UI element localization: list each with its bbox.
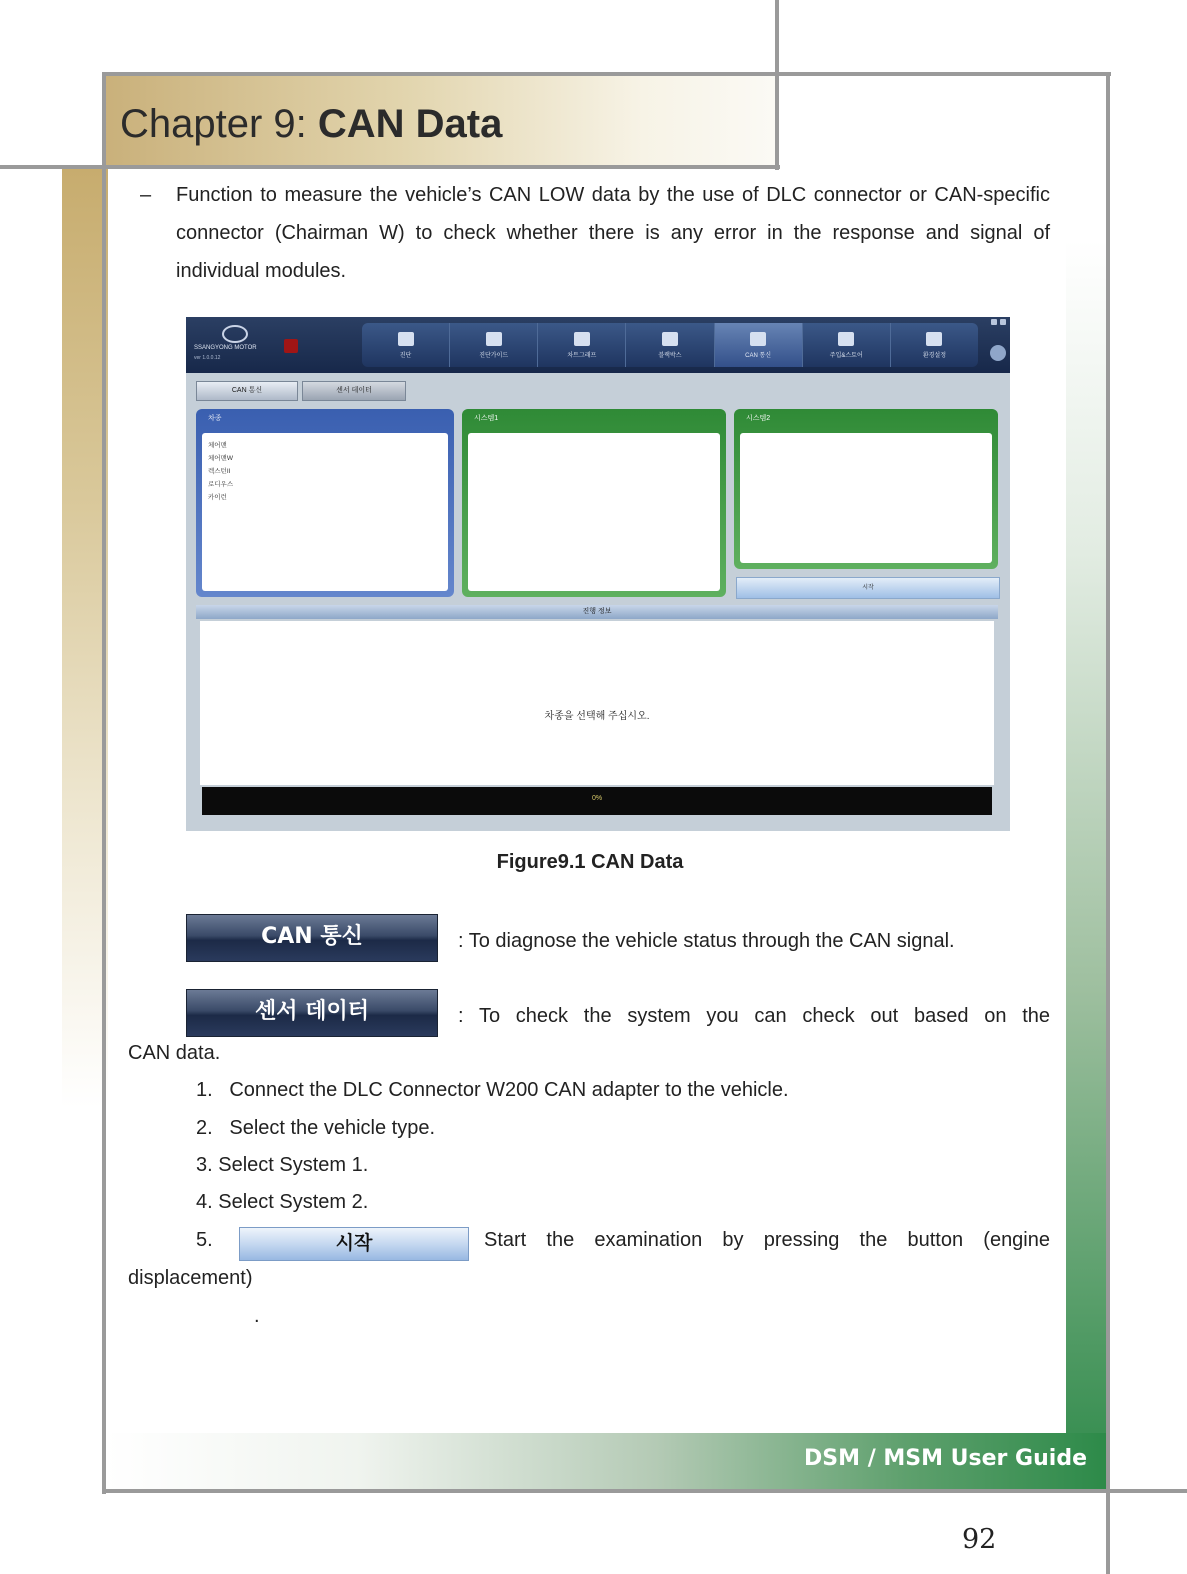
list-item[interactable]: 로디우스	[208, 481, 234, 488]
step-4: 4. Select System 2.	[196, 1191, 369, 1213]
page-number: 92	[962, 1524, 997, 1555]
step-5-line2: displacement)	[128, 1267, 253, 1289]
panel-title: 시스템1	[474, 415, 499, 422]
figure-caption: Figure9.1 CAN Data	[496, 851, 684, 873]
toolbar-settings[interactable]	[891, 323, 978, 367]
list-item[interactable]: 렉스턴II	[208, 468, 231, 475]
toolbar-label: 차트그래프	[567, 352, 597, 359]
toolbar-can[interactable]	[715, 323, 803, 367]
progress-bar	[202, 787, 992, 815]
dual-monitor-icon	[750, 332, 766, 346]
logo-mark	[222, 325, 248, 343]
intro-dash: –	[140, 184, 152, 206]
frame-line-top	[102, 72, 1111, 76]
footer-guide-title: DSM / MSM User Guide	[804, 1446, 1087, 1471]
logo-text: SSANGYONG MOTOR	[194, 345, 257, 351]
frame-line-left	[102, 72, 106, 1494]
step-1: 1. Connect the DLC Connector W200 CAN adapter to the vehicle.	[196, 1079, 789, 1101]
brand-logo	[194, 325, 286, 363]
can-comm-button-image: CAN 통신	[186, 914, 438, 962]
info-message: 차종을 선택해 주십시오.	[544, 711, 650, 722]
system2-list[interactable]	[740, 433, 992, 563]
frame-line-vertical-top	[775, 0, 779, 170]
minimize-icon[interactable]	[991, 319, 997, 325]
toolbar-guide[interactable]	[450, 323, 538, 367]
system1-list[interactable]	[468, 433, 720, 591]
sensor-data-description-line1: : To check the system you can check out based on the	[458, 1005, 1050, 1027]
tab-sensor-data[interactable]: 센서 데이터	[302, 381, 406, 401]
chapter-title	[120, 102, 502, 147]
toolbar-diagnosis[interactable]	[362, 323, 450, 367]
chapter-prefix: Chapter 9:	[120, 102, 318, 146]
sensor-data-description-line2: CAN data.	[128, 1042, 221, 1064]
main-toolbar	[362, 323, 978, 367]
panel-title: 차종	[208, 415, 222, 422]
panel-title: 시스템2	[746, 415, 771, 422]
close-icon[interactable]	[1000, 319, 1006, 325]
toolbar-chart[interactable]	[538, 323, 626, 367]
progress-info-header: 진행 정보	[196, 605, 998, 619]
toolbar-label: 블랙박스	[658, 352, 682, 359]
settings-icon	[926, 332, 942, 346]
toolbar-label: 주입&스토어	[829, 352, 863, 359]
step-5-dot: .	[254, 1305, 260, 1327]
list-item[interactable]: 체어맨	[208, 442, 227, 449]
toolbar-label: 진단가이드	[479, 352, 509, 359]
frame-line-chapter-bottom	[0, 165, 780, 169]
version-label: ver 1.0.0.12	[194, 355, 221, 361]
window-controls	[991, 319, 1006, 325]
app-header	[186, 317, 1010, 373]
toolbar-injector[interactable]	[803, 323, 891, 367]
frame-line-bottom	[102, 1489, 1187, 1493]
document-icon	[838, 332, 854, 346]
start-button-image: 시작	[239, 1227, 469, 1261]
progress-value: 0%	[591, 795, 603, 802]
start-button[interactable]: 시작	[736, 577, 1000, 599]
tab-can-comm[interactable]: CAN 통신	[196, 381, 298, 401]
progress-info-body	[200, 621, 994, 785]
list-item[interactable]: 체어맨W	[208, 455, 233, 462]
vehicle-items	[208, 439, 233, 504]
vehicle-panel	[196, 409, 454, 597]
toolbar-blackbox[interactable]	[626, 323, 714, 367]
step-5-line1: Start the examination by pressing the button (engine	[484, 1229, 1050, 1251]
step-2: 2. Select the vehicle type.	[196, 1117, 436, 1139]
chapter-name: CAN Data	[317, 102, 503, 146]
step-3: 3. Select System 1.	[196, 1154, 369, 1176]
system2-panel	[734, 409, 998, 569]
sensor-data-button-image: 센서 데이터	[186, 989, 438, 1037]
diamond-icon	[486, 332, 502, 346]
intro-paragraph: Function to measure the vehicle’s CAN LOW data by the use of DLC connector or CAN-specific connector (Chairman W) to check whether there is any error in the response and signal of individual modules.	[176, 184, 1050, 282]
frame-line-right	[1106, 72, 1110, 1574]
search-icon	[398, 332, 414, 346]
system1-panel	[462, 409, 726, 597]
toolbar-label: CAN 통신	[745, 352, 772, 359]
monitor-icon	[574, 332, 590, 346]
red-status-button[interactable]	[284, 339, 298, 353]
camera-icon	[662, 332, 678, 346]
list-item[interactable]: 카이런	[208, 494, 227, 501]
globe-icon[interactable]	[990, 345, 1006, 361]
can-data-screenshot	[186, 317, 1010, 831]
can-comm-description: : To diagnose the vehicle status through the CAN signal.	[458, 930, 955, 952]
vehicle-list	[202, 433, 448, 591]
toolbar-label: 환경설정	[922, 352, 946, 359]
toolbar-label: 진단	[399, 352, 412, 359]
step-5-number: 5.	[196, 1229, 213, 1251]
